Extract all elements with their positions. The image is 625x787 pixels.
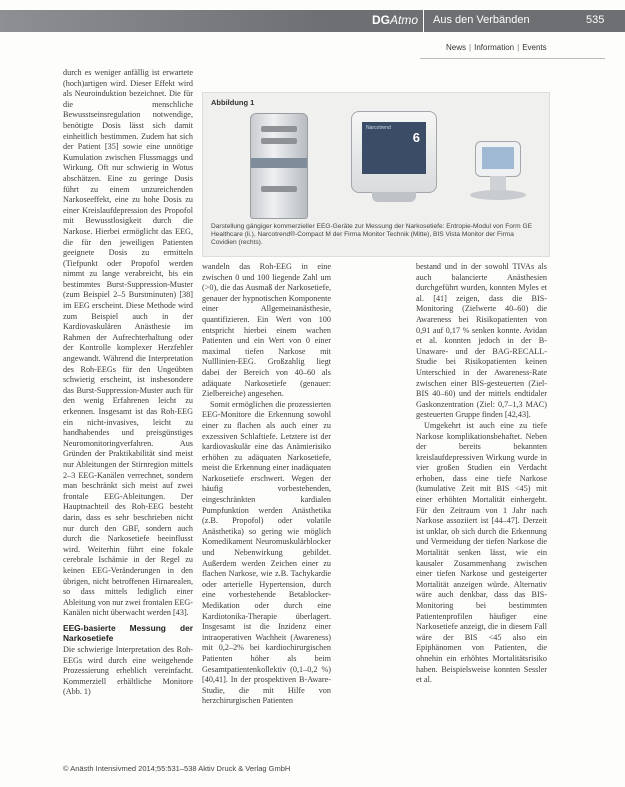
text-column-3	[416, 262, 547, 757]
section-title: Aus den Verbänden	[433, 14, 530, 26]
subnav	[446, 43, 547, 52]
module-slot	[261, 126, 297, 132]
subnav-item-news: News	[446, 43, 467, 52]
bis-base	[470, 190, 526, 200]
page-footer: © Anästh Intensivmed 2014;55:531–538 Aktiv Druck & Verlag GmbH	[63, 764, 291, 773]
bis-screen	[482, 147, 514, 169]
figure-caption: Darstellung gängiger kommerzieller EEG-Geräte zur Messung der Narkosetiefe: Entropie-Modul von Form GE Healthcare (li.), Narcotrend®-Compact M der Firma Monitor Technik (Mitte), BIS Vista Monitor der Firma Covidien (rechts).	[211, 223, 533, 247]
monitor-screen	[362, 122, 426, 174]
paragraph: Die schwierige Interpretation des Roh-EEGs wird durch eine weitgehende Prozessierung erheblich vereinfacht. Kommerziell erhältliche Monitore (Abb. 1)	[63, 645, 193, 697]
bis-monitor-image	[475, 141, 521, 177]
paragraph: durch es weniger anfällig ist erwartete (hoch)artigen wird. Dieser Effekt wird als Neuroinduktion bezeichnet. Die für die menschliche Bewusstseinsregulation notwendige, benötigte Dosis lässt sich damit einheitlich bestimmen. Zudem hat sich der Patient [35] sowie eine unnötige Kumulation zwischen Flussmaggs und Wirkung. Oft nur schwierig in Wotus abschätzen. Eine zu geringe Dosis führt zu einem unzureichenden Narkoseeffekt, eine zu hohe Dosis zu einer Kreislaufdepression des Propofol mit Bewusstlosigkeit durch die Narkose. Hierbei ermöglicht das EEG, die für den jeweiligen Patienten geeignete Dosis zu ermitteln (Tiefpunkt oder Propofol werden nimmt zu lange verabreicht, bis ein bestimmtes Burst-Suppression-Muster (zum Beispiel 2–5 Burstminuten) [38] im EEG erscheint. Diese Methode wird zum Beispiel auch in der Kardiovaskulären Anästhesie im Rahmen der Aufrechterhaltung oder der Kontrolle komplexer Herzfehler angewandt. Während die Interpretation des Roh-EEGs für den Ungeübten schwierig erscheint, ist insbesondere das Burst-Suppression-Muster auch für den wenig Erfahrenen leicht zu erkennen. Insgesamt ist das Roh-EEG ein nicht-invasives, leicht zu handhabendes und preisgünstiges Neuromonitoringverfahren. Aus Gründen der Praktikabilität sind meist nur Ableitungen der Stirnregion mittels 2–3 EEG-Kanälen verrechnet, sondern man beschränkt sich meist auf zwei frontale EEG-Ableitungen. Der Hauptnachteil des Roh-EEG besteht darin, dass es sehr beschrieben nicht nur durch den GBF, sondern auch durch die Narkosetiefe beeinflusst wird. Weiterhin führt eine fokale cerebrale Ischämie in der Regel zu keinen EEG-Veränderungen in den übrigen, nicht betroffenen Hirnarealen, so dass mittels lediglich einer Ableitung von nur zwei frontalen EEG-Kanälen nicht überwacht werden [43].	[63, 68, 193, 618]
module-slot	[261, 186, 297, 192]
header-bar	[0, 0, 625, 40]
figure-1	[202, 92, 550, 257]
subnav-item-events: Events	[522, 43, 547, 52]
subnav-separator: |	[517, 43, 520, 52]
monitor-value: 6	[412, 130, 420, 145]
figure-label: Abbildung 1	[211, 98, 255, 107]
journal-brand: DGAtmo	[372, 13, 419, 27]
page-number: 535	[586, 14, 605, 26]
text-column-2	[202, 262, 331, 757]
paragraph: bestand und in der sowohl TIVAs als auch balancierte Anästhesien durchgeführt wurden, konnten Myles et al. [41] zeigen, dass die BIS-Monitoring (Zielwerte 40–60) die Awareness bei Risikopatienten von 0,91 auf 0,17 % senken konnte. Avidan et al. konnten jedoch in der B-Unaware- und der BAG-RECALL-Studie bei Risikopatienten keinen Unterschied in der Awareness-Rate zwischen einer BIS-gesteuerten (Ziel-BIS 40–60) und der mittels endtidaler Gaskonzentration (Ziel: 0,7–1,3 MAC) gesteuerten Gruppe finden [42,43].	[416, 262, 547, 420]
text-column-1	[63, 68, 193, 758]
header-gradient	[0, 10, 330, 32]
module-band	[251, 158, 307, 168]
narcotrend-monitor-image	[351, 111, 437, 193]
paragraph: Umgekehrt ist auch eine zu tiefe Narkose komplikationsbehaftet. Neben der bereits bekannten kreislaufdepressiven Wirkung wurde in vier großen Studien ein Verdacht erhoben, dass eine tiefe Narkose (kumulative Zeit mit BIS <45) mit einer erhöhten Mortalität einhergeht. Für den Zeitraum von 1 Jahr nach Narkose assoziiert ist [44–47]. Derzeit ist unklar, ob sich durch die Erkennung und Vermeidung der tiefen Narkose die Mortalität senken lässt, wie ein kausaler Zusammenhang zwischen einer tiefen Narkose und gesteigerter Mortalität anzeigen würde. Alternativ wäre auch denkbar, dass das BIS-Monitoring bei bestimmten Patientenprofilen häufiger eine Narkosetiefe anzeigt, die in diesem Fall wäre der BIS <45 also ein Epiphänomen von Patienten, die ohnehin ein erhöhtes Mortalitätsrisiko haben. Beispielsweise konnten Sessler et al.	[416, 420, 547, 685]
subnav-rule	[420, 58, 605, 59]
section-heading: EEG-basierte Messung der Narkosetiefe	[63, 622, 193, 644]
subnav-separator: |	[469, 43, 472, 52]
monitor-brand: Narcotrend	[366, 125, 391, 131]
module-slot	[261, 138, 297, 144]
paragraph: wandeln das Roh-EEG in eine zwischen 0 und 100 liegende Zahl um (>0), die das Ausmaß der Narkosetiefe, genauer der hypnotischen Komponente einer Allgemeinanästhesie, quantifizieren. Ein Wert von 100 entspricht hierbei einem wachen Patienten und ein Wert von 0 einer maximal tiefen Narkose mit Nulllinien-EEG. Großzahlig liegt dabei der Bereich von 40–60 als adäquate Narkosetiefe (genauer: Zielbereiche) angesehen.	[202, 262, 331, 399]
paragraph: Somit ermöglichen die prozessierten EEG-Monitore die Erkennung sowohl einer zu flachen als auch einer zu exzessiven Schlaftiefe. Letztere ist der kardiovaskulär eine das Anämierisiko erhöhen zu adäquaten Narkosetiefe, meist die Erkennung einer inadäquaten Narkosetiefe erschwert. Wegen der häufig vorbestehenden, eingeschränkten kardialen Pumpfunktion werden Anästhetika (z.B. Propofol) oder volatile Anästhetika) so gering wie möglich Komedikament Neuromuskulärblocker und Nebenwirkung gebildet. Außerdem werden Zeichen einer zu flachen Narkose, wie z.B. Tachykardie oder arterielle Hypertension, durch eine vorbestehende Betablocker-Medikation oder durch eine Kardiotonika-Therapie überlagert. Insgesamt ist die Inzidenz einer intraoperativen Wachheit (Awareness) mit 0,2–2% bei kardiochirurgischen Patienten höher als beim Gesamtpatientenkollektiv (0,1–0,2 %) [40,41]. In der prospektiven B-Aware-Studie, die mit Hilfe von herzchirurgischen Patienten	[202, 399, 331, 706]
subnav-item-information: Information	[474, 43, 515, 52]
header-divider	[423, 10, 424, 32]
monitor-base	[372, 192, 416, 202]
entropy-module-image	[250, 113, 308, 219]
